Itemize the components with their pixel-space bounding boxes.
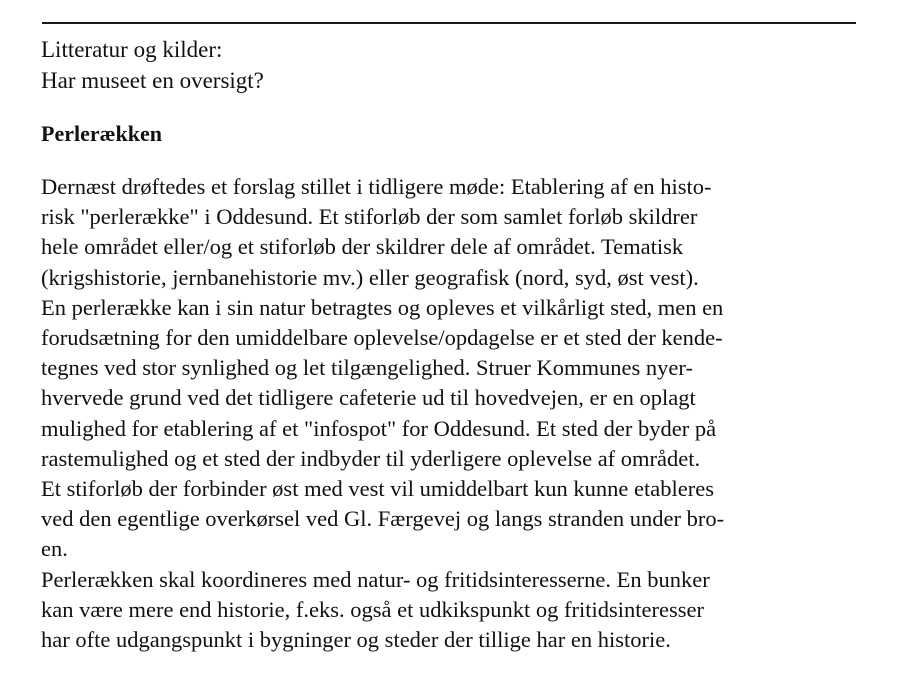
top-rule <box>42 22 856 24</box>
body-line: rastemulighed og et sted der indbyder til yderligere oplevelse af området. <box>41 445 701 471</box>
museum-overview-line: Har museet en oversigt? <box>41 68 264 93</box>
sources-line: Litteratur og kilder: <box>41 37 223 62</box>
body-line: tegnes ved stor synlighed og let tilgængelighed. Struer Kommunes nyer- <box>41 355 693 381</box>
body-line: mulighed for etablering af et "infospot" for Oddesund. Et sted der byder på <box>41 415 717 441</box>
body-line: kan være mere end historie, f.eks. også et udkikspunkt og fritidsinteresser <box>41 596 704 622</box>
body-line: risk "perlerække" i Oddesund. Et stiforløb der som samlet forløb skildrer <box>41 204 698 230</box>
document-text <box>41 34 861 655</box>
body-line: har ofte udgangspunkt i bygninger og steder der tillige har en historie. <box>41 627 671 653</box>
body-line: Dernæst drøftedes et forslag stillet i tidligere møde: Etablering af en histo- <box>41 174 712 199</box>
body-line: En perlerække kan i sin natur betragtes og opleves et vilkårligt sted, men en <box>41 294 724 320</box>
body-line: (krigshistorie, jernbanehistorie mv.) eller geografisk (nord, syd, øst vest). <box>41 264 699 290</box>
section-body <box>41 172 861 655</box>
body-line: hele området eller/og et stiforløb der skildrer dele af området. Tematisk <box>41 234 684 260</box>
body-line: Et stiforløb der forbinder øst med vest vil umiddelbart kun kunne etableres <box>41 476 714 502</box>
body-line: Perlerækken skal koordineres med natur- og fritidsinteresserne. En bunker <box>41 566 710 592</box>
body-line: forudsætning for den umiddelbare oplevelse/opdagelse er et sted der kende- <box>41 325 723 351</box>
body-line: ved den egentlige overkørsel ved Gl. Færgevej og langs stranden under bro- <box>41 506 725 532</box>
section-heading: Perlerækken <box>41 121 162 146</box>
body-line: en. <box>41 536 68 562</box>
body-line: hvervede grund ved det tidligere cafeterie ud til hovedvejen, er en oplagt <box>41 385 696 411</box>
